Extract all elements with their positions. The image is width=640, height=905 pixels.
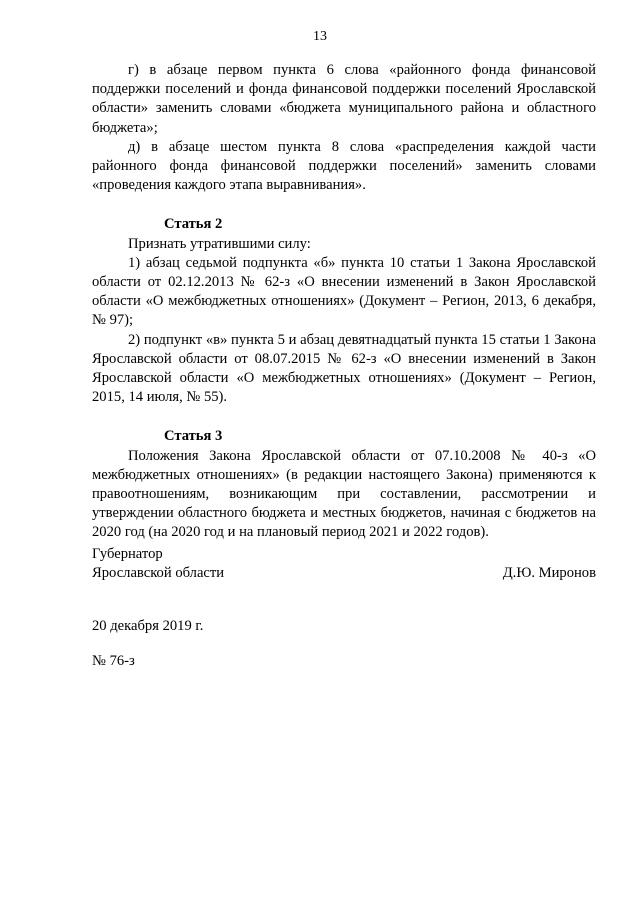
document-body: [92, 61, 596, 543]
signer-title-line1: Губернатор: [92, 546, 163, 562]
article-2-item-1: 1) абзац седьмой подпункта «б» пункта 10 статьи 1 Закона Ярославской области от 02.12.2013 № 62-з «О внесении изменений в Закон Ярославской области «О межбюджетных отношениях» (Документ – Регион, 2013, 6 декабря, № 97);: [92, 254, 596, 329]
law-number: № 76-з: [92, 653, 135, 669]
page-number: 13: [313, 29, 327, 44]
article-3-text: Положения Закона Ярославской области от 07.10.2008 № 40-з «О межбюджетных отношениях» (в редакции настоящего Закона) применяются к правоотношениям, возникающим при составлении, рассмотрении и утверждении областного бюджета и местных бюджетов, начиная с бюджетов на 2020 год (на 2020 год и на плановый период 2021 и 2022 годов).: [92, 447, 596, 541]
article-3-heading: Статья 3: [164, 428, 223, 445]
article-2-intro: Признать утратившими силу:: [128, 235, 311, 252]
signature-block: [92, 545, 596, 583]
signer-name: Д.Ю. Миронов: [502, 565, 596, 582]
article-2-item-2: 2) подпункт «в» пункта 5 и абзац девятнадцатый пункта 15 статьи 1 Закона Ярославской области от 08.07.2015 № 62-з «О внесении изменений в Закон Ярославской области «О межбюджетных отношениях» (Документ – Регион, 2015, 14 июля, № 55).: [92, 331, 596, 406]
clause-d: д) в абзаце шестом пункта 8 слова «распределения каждой части районного фонда финансовой поддержки поселений» заменить словами «проведения каждого этапа выравнивания».: [92, 138, 596, 194]
signing-date: 20 декабря 2019 г.: [92, 618, 204, 634]
article-2-heading: Статья 2: [164, 216, 223, 233]
clause-g: г) в абзаце первом пункта 6 слова «районного фонда финансовой поддержки поселений и фонда финансовой поддержки поселений Ярославской области» заменить словами «бюджета муниципального района и областного бюджета»;: [92, 62, 596, 136]
signer-title-line2: Ярославской области: [92, 565, 225, 582]
